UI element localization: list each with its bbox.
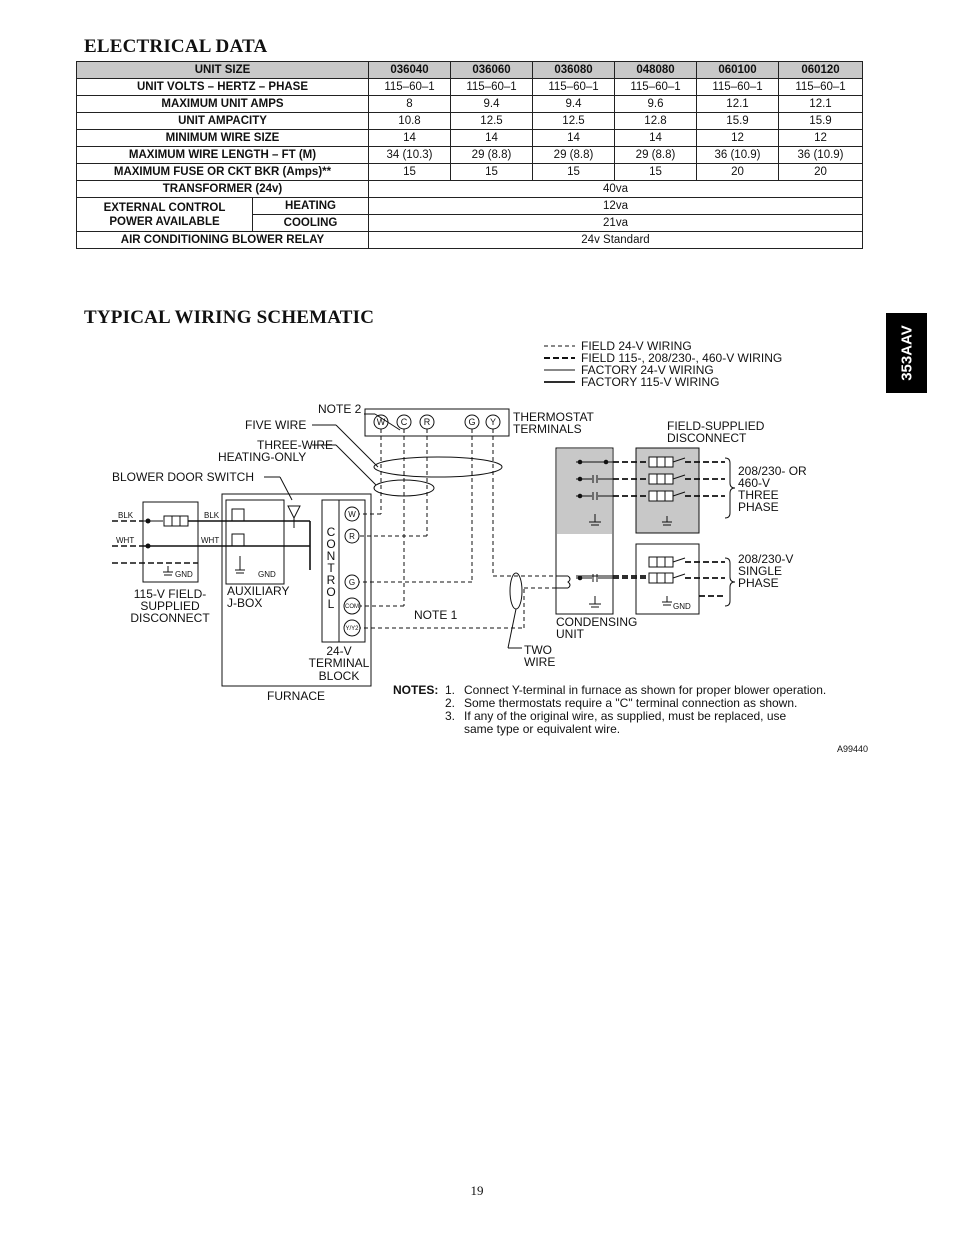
table-cell: 20 [697,164,779,181]
thermostat-label-1: THERMOSTAT [513,410,594,424]
wiring-schematic-heading: TYPICAL WIRING SCHEMATIC [84,307,375,328]
row-label: UNIT AMPACITY [77,113,369,130]
header-cell: 048080 [615,62,697,79]
table-row [77,96,863,113]
table-row [77,147,863,164]
wht-label: WHT [201,536,220,545]
table-cell: 115–60–1 [451,79,533,96]
table-cell: 9.6 [615,96,697,113]
furnace-terminal-r: R [349,532,355,541]
row-label: MINIMUM WIRE SIZE [77,130,369,147]
control-letter: O [326,585,336,599]
table-cell: 36 (10.9) [697,147,779,164]
header-cell: UNIT SIZE [77,62,369,79]
table-cell: 12.5 [533,113,615,130]
terminal-w: W [376,417,386,427]
terminal-g: G [468,417,476,427]
thermostat-terminal-strip [365,409,509,436]
header-cell: 036080 [533,62,615,79]
table-cell: 9.4 [533,96,615,113]
gnd-label: GND [673,602,691,611]
terminal-block-label-1: 24-V [326,644,352,658]
table-cell: 115–60–1 [369,79,451,96]
legend-item: FACTORY 115-V WIRING [581,375,720,389]
table-cell: 29 (8.8) [533,147,615,164]
header-cell: 060120 [779,62,863,79]
note-number: 2. [445,696,456,710]
furnace-terminal-g: G [348,578,356,587]
table-cell: 20 [779,164,863,181]
two-wire-label-1: TWO [524,643,552,657]
table-cell: 14 [533,130,615,147]
table-cell: 12.8 [615,113,697,130]
header-cell: 036040 [369,62,451,79]
control-letter: L [327,597,335,611]
note-number: 1. [445,683,456,697]
table-row [77,113,863,130]
legend-item: FIELD 115-, 208/230-, 460-V WIRING [581,351,783,365]
table-row [77,232,863,249]
note2-label: NOTE 2 [318,402,362,416]
external-control-line2: POWER AVAILABLE [109,215,220,228]
table-cell: 24v Standard [369,232,863,249]
terminal-block-label-3: BLOCK [318,669,360,683]
five-wire-label: FIVE WIRE [245,418,307,432]
aux-jbox-label-2: J-BOX [227,596,263,610]
three-phase-label-2: 460-V [738,476,771,490]
table-cell: 15 [615,164,697,181]
terminal-block-label-2: TERMINAL [308,656,370,670]
table-cell: 115–60–1 [533,79,615,96]
row-label: MAXIMUM UNIT AMPS [77,96,369,113]
row-label: MAXIMUM WIRE LENGTH – FT (M) [77,147,369,164]
table-cell: 15.9 [697,113,779,130]
thermostat-label-2: TERMINALS [513,422,582,436]
table-cell: 115–60–1 [779,79,863,96]
three-wire-label-2: HEATING-ONLY [218,450,307,464]
three-phase-label-1: 208/230- OR [738,464,807,478]
note-text: same type or equivalent wire. [464,722,621,736]
blk-label: BLK [204,511,220,520]
note-text: Connect Y-terminal in furnace as shown for proper blower operation. [464,683,827,697]
table-cell: 12.5 [451,113,533,130]
control-letter: N [326,549,336,563]
single-phase-label-3: PHASE [738,576,779,590]
control-letter: C [326,525,336,539]
table-cell: 15 [451,164,533,181]
table-cell: 36 (10.9) [779,147,863,164]
terminal-r: R [423,417,431,427]
table-cell: 12.1 [779,96,863,113]
table-cell: 29 (8.8) [615,147,697,164]
row-label: AIR CONDITIONING BLOWER RELAY [77,232,369,249]
gnd-label: GND [258,570,276,579]
external-control-line1: EXTERNAL CONTROL [103,201,226,214]
three-phase-label-3: THREE [738,488,779,502]
row-label: UNIT VOLTS – HERTZ – PHASE [77,79,369,96]
disconnect-115v-label-3: DISCONNECT [130,611,210,625]
table-cell: 115–60–1 [697,79,779,96]
table-row [77,181,863,198]
row-label: COOLING [253,215,369,232]
table-cell: 14 [615,130,697,147]
note-text: If any of the original wire, as supplied, must be replaced, use [464,709,787,723]
table-row [77,130,863,147]
wht-label: WHT [116,536,135,545]
electrical-data-table [76,61,863,249]
two-wire-label-2: WIRE [524,655,556,669]
single-phase-label-1: 208/230-V [738,552,794,566]
control-letter: R [326,573,336,587]
table-cell: 14 [451,130,533,147]
table-cell: 10.8 [369,113,451,130]
row-label: HEATING [253,198,369,215]
gnd-label: GND [175,570,193,579]
furnace-terminal-com: COM [345,604,359,610]
note-number: 3. [445,709,456,723]
furnace-label: FURNACE [266,689,326,703]
terminal-c: C [400,417,408,427]
table-cell: 40va [369,181,863,198]
field-disconnect-label-2: DISCONNECT [667,431,747,445]
side-tab-label: 353AAV [898,325,915,381]
table-row [77,198,863,215]
row-label: MAXIMUM FUSE OR CKT BKR (Amps)** [77,164,369,181]
electrical-data-heading: ELECTRICAL DATA [84,36,268,57]
legend-item: FIELD 24-V WIRING [581,339,692,353]
table-cell: 12 [697,130,779,147]
row-label [77,198,253,232]
page-number: 19 [470,1183,484,1198]
table-cell: 9.4 [451,96,533,113]
wiring-legend [544,339,782,389]
control-letter: T [327,561,335,575]
control-letter: O [326,537,336,551]
table-cell: 29 (8.8) [451,147,533,164]
header-cell: 060100 [697,62,779,79]
header-cell: 036060 [451,62,533,79]
figure-id: A99440 [837,744,869,754]
blk-label: BLK [118,511,134,520]
disconnect-115v-label-1: 115-V FIELD- [133,587,207,601]
notes-title: NOTES: [393,683,439,697]
aux-jbox-label-1: AUXILIARY [227,584,290,598]
table-row [77,164,863,181]
furnace-terminal-y: Y/Y2 [345,626,359,632]
table-row [77,79,863,96]
table-header-row [77,62,863,79]
note-text: Some thermostats require a "C" terminal connection as shown. [464,696,798,710]
table-cell: 8 [369,96,451,113]
three-phase-label-4: PHASE [738,500,779,514]
schematic-notes [393,683,826,736]
condensing-unit-label-2: UNIT [556,627,584,641]
single-phase-label-2: SINGLE [738,564,783,578]
condensing-unit-label-1: CONDENSING [556,615,638,629]
table-cell: 15 [369,164,451,181]
table-cell: 34 (10.3) [369,147,451,164]
terminal-y: Y [489,417,497,427]
table-cell: 12va [369,198,863,215]
furnace-terminal-w: W [348,510,356,519]
table-cell: 115–60–1 [615,79,697,96]
table-cell: 12.1 [697,96,779,113]
note1-label: NOTE 1 [414,608,458,622]
table-cell: 15.9 [779,113,863,130]
blower-door-switch-label: BLOWER DOOR SWITCH [112,470,255,484]
legend-item: FACTORY 24-V WIRING [581,363,714,377]
wiring-schematic [0,330,954,770]
table-cell: 14 [369,130,451,147]
disconnect-115v-label-2: SUPPLIED [140,599,200,613]
three-wire-label-1: THREE-WIRE [257,438,333,452]
table-cell: 12 [779,130,863,147]
table-cell: 21va [369,215,863,232]
table-cell: 15 [533,164,615,181]
row-label: TRANSFORMER (24v) [77,181,369,198]
field-disconnect-label-1: FIELD-SUPPLIED [667,419,765,433]
